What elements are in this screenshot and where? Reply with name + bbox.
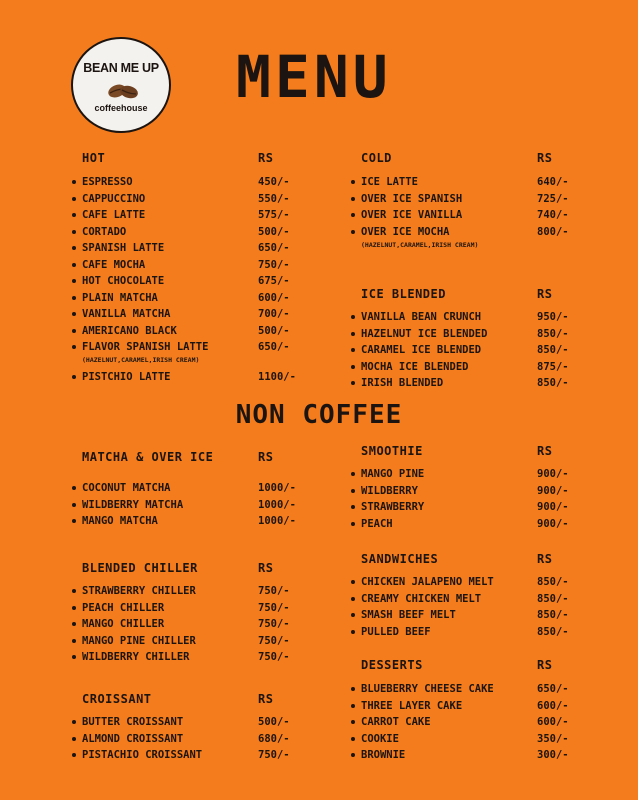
menu-item-name: OVER ICE SPANISH: [361, 192, 463, 205]
menu-item-price: 600/-: [537, 699, 569, 712]
menu-item-price: 900/-: [537, 501, 569, 513]
menu-item-name: PEACH CHILLER: [82, 601, 165, 614]
bullet-icon: [72, 329, 76, 333]
menu-item: [82, 308, 171, 320]
menu-item-name: VANILLA BEAN CRUNCH: [361, 311, 482, 323]
matcha-currency-label: RS: [258, 450, 274, 464]
menu-item-name: PISTACHIO CROISSANT: [82, 749, 203, 761]
menu-item-name: SMASH BEEF MELT: [361, 609, 456, 621]
menu-item: [82, 325, 177, 337]
non-coffee-title: NON COFFEE: [235, 400, 403, 430]
bullet-icon: [72, 589, 76, 593]
sandwiches-currency-label: RS: [537, 552, 553, 566]
bullet-icon: [351, 213, 355, 217]
menu-item-price: 750/-: [258, 634, 290, 647]
bullet-icon: [72, 296, 76, 300]
menu-item-price: 640/-: [537, 176, 569, 188]
menu-item-name: MOCHA ICE BLENDED: [361, 360, 469, 373]
bullet-icon: [351, 580, 355, 584]
menu-item: [82, 635, 196, 647]
menu-item-price: 675/-: [258, 275, 290, 287]
bullet-icon: [72, 622, 76, 626]
menu-item-name: CORTADO: [82, 225, 127, 238]
menu-item-price: 725/-: [537, 192, 569, 205]
bullet-icon: [351, 348, 355, 352]
menu-item: [361, 311, 481, 323]
menu-item-price: 740/-: [537, 209, 569, 221]
menu-item-price: 850/-: [537, 344, 569, 356]
menu-item: [82, 209, 145, 221]
menu-item-price: 680/-: [258, 732, 290, 745]
menu-item: [361, 226, 450, 238]
menu-item-name: COCONUT MATCHA: [82, 482, 171, 494]
menu-item-name: BUTTER CROISSANT: [82, 716, 184, 728]
smoothie-currency-label: RS: [537, 444, 553, 458]
menu-item-price: 900/-: [537, 484, 569, 497]
menu-item-name: THREE LAYER CAKE: [361, 699, 463, 712]
menu-item: [82, 515, 158, 527]
menu-item: [361, 716, 431, 728]
menu-item-price: 850/-: [537, 609, 569, 621]
menu-item-name: MANGO PINE CHILLER: [82, 634, 196, 647]
menu-item-name: ICE LATTE: [361, 176, 418, 188]
menu-item-name: VANILLA MATCHA: [82, 308, 171, 320]
menu-item: [82, 602, 164, 614]
menu-item-name: PULLED BEEF: [361, 625, 431, 638]
menu-item-name: WILDBERRY MATCHA: [82, 498, 184, 511]
menu-item-price: 875/-: [537, 360, 569, 373]
bullet-icon: [72, 345, 76, 349]
menu-item-name: FLAVOR SPANISH LATTE: [82, 341, 209, 353]
menu-item: [361, 593, 481, 605]
menu-item-price: 500/-: [258, 716, 290, 728]
menu-item: [82, 275, 164, 287]
menu-item: [361, 328, 487, 340]
menu-item: [361, 209, 462, 221]
menu-item-name: COOKIE: [361, 732, 399, 745]
menu-item: [361, 683, 494, 695]
menu-item: [361, 749, 405, 761]
menu-item: [361, 609, 456, 621]
bullet-icon: [351, 613, 355, 617]
bullet-icon: [72, 720, 76, 724]
menu-item-price: 750/-: [258, 258, 290, 271]
bullet-icon: [72, 197, 76, 201]
bullet-icon: [351, 522, 355, 526]
menu-item: [361, 501, 424, 513]
menu-item-price: 750/-: [258, 585, 290, 597]
bullet-icon: [351, 365, 355, 369]
menu-item-name: CARAMEL ICE BLENDED: [361, 344, 482, 356]
menu-item-price: 700/-: [258, 308, 290, 320]
bullet-icon: [72, 279, 76, 283]
menu-item-price: 750/-: [258, 601, 290, 614]
menu-item-price: 850/-: [537, 327, 569, 340]
desserts-heading: DESSERTS: [361, 658, 423, 672]
menu-item: [361, 700, 462, 712]
menu-item-price: 650/-: [537, 683, 569, 695]
croissant-heading: CROISSANT: [82, 692, 152, 706]
menu-item: [82, 371, 171, 383]
cold-currency-label: RS: [537, 151, 553, 165]
menu-item: [361, 518, 393, 530]
bullet-icon: [351, 630, 355, 634]
menu-item-name: PISTCHIO LATTE: [82, 370, 171, 383]
menu-item-name: PLAIN MATCHA: [82, 291, 158, 304]
menu-item-price: 850/-: [537, 625, 569, 638]
croissant-currency-label: RS: [258, 692, 274, 706]
menu-item-price: 900/-: [537, 468, 569, 480]
menu-item-price: 650/-: [258, 341, 290, 353]
menu-item: [361, 485, 418, 497]
menu-item: [82, 259, 145, 271]
bullet-icon: [351, 315, 355, 319]
menu-item-name: CHICKEN JALAPENO MELT: [361, 576, 494, 588]
menu-item-price: 850/-: [537, 576, 569, 588]
menu-item: [361, 626, 431, 638]
bullet-icon: [351, 230, 355, 234]
ice-blended-currency-label: RS: [537, 287, 553, 301]
sandwiches-heading: SANDWICHES: [361, 552, 439, 566]
menu-item: [361, 576, 494, 588]
menu-item-name: MANGO MATCHA: [82, 515, 158, 527]
bullet-icon: [351, 180, 355, 184]
logo-brand-text: BEAN ME UP: [83, 61, 159, 75]
menu-item-price: 950/-: [537, 311, 569, 323]
menu-item: [82, 499, 183, 511]
menu-item-name: OVER ICE MOCHA: [361, 225, 450, 238]
bullet-icon: [351, 737, 355, 741]
menu-item-price: 500/-: [258, 225, 290, 238]
menu-item-name: STRAWBERRY: [361, 501, 425, 513]
menu-item-price: 850/-: [537, 377, 569, 389]
menu-item-name: HAZELNUT ICE BLENDED: [361, 327, 488, 340]
bullet-icon: [351, 197, 355, 201]
bullet-icon: [72, 655, 76, 659]
bullet-icon: [72, 375, 76, 379]
cold-heading: COLD: [361, 151, 392, 165]
bullet-icon: [351, 720, 355, 724]
menu-item-price: 650/-: [258, 242, 290, 254]
bullet-icon: [72, 503, 76, 507]
menu-item-name: AMERICANO BLACK: [82, 324, 177, 337]
bullet-icon: [72, 246, 76, 250]
bullet-icon: [72, 519, 76, 523]
bullet-icon: [351, 687, 355, 691]
menu-item-name: CAFE MOCHA: [82, 258, 146, 271]
menu-item: [361, 361, 468, 373]
bullet-icon: [351, 332, 355, 336]
menu-item-price: 1000/-: [258, 498, 296, 511]
menu-item: [361, 733, 399, 745]
menu-item: [82, 341, 208, 353]
bullet-icon: [72, 213, 76, 217]
bullet-icon: [72, 737, 76, 741]
menu-item: [361, 344, 481, 356]
bullet-icon: [351, 597, 355, 601]
desserts-currency-label: RS: [537, 658, 553, 672]
menu-item-price: 500/-: [258, 324, 290, 337]
menu-item: [82, 618, 164, 630]
menu-item-name: OVER ICE VANILLA: [361, 209, 463, 221]
bullet-icon: [72, 606, 76, 610]
ice-blended-heading: ICE BLENDED: [361, 287, 446, 301]
menu-item: [82, 193, 145, 205]
menu-item-name: CAPPUCCINO: [82, 192, 146, 205]
blended-chiller-currency-label: RS: [258, 561, 274, 575]
menu-item-price: 750/-: [258, 618, 290, 630]
menu-item-name: BROWNIE: [361, 749, 406, 761]
menu-item: [361, 193, 462, 205]
menu-item-price: 300/-: [537, 749, 569, 761]
bullet-icon: [351, 704, 355, 708]
matcha-heading: MATCHA & OVER ICE: [82, 450, 214, 464]
menu-item: [82, 651, 189, 663]
menu-item-name: WILDBERRY: [361, 484, 418, 497]
menu-item-name: CARROT CAKE: [361, 716, 431, 728]
menu-item-price: 750/-: [258, 749, 290, 761]
flavor-options-note: (HAZELNUT,CARAMEL,IRISH CREAM): [82, 356, 200, 364]
menu-item-price: 750/-: [258, 651, 290, 663]
menu-item-price: 450/-: [258, 176, 290, 188]
menu-item-name: CREAMY CHICKEN MELT: [361, 592, 482, 605]
menu-item-name: WILDBERRY CHILLER: [82, 651, 190, 663]
bullet-icon: [351, 489, 355, 493]
bullet-icon: [72, 312, 76, 316]
menu-item-name: HOT CHOCOLATE: [82, 275, 165, 287]
menu-item-price: 800/-: [537, 225, 569, 238]
bullet-icon: [351, 381, 355, 385]
cafe-logo: [71, 37, 171, 133]
menu-item-name: PEACH: [361, 517, 393, 530]
menu-item-price: 1000/-: [258, 515, 296, 527]
menu-item-name: CAFE LATTE: [82, 209, 146, 221]
menu-item: [82, 242, 164, 254]
bullet-icon: [351, 472, 355, 476]
logo-subtitle: coffeehouse: [94, 103, 148, 113]
smoothie-heading: SMOOTHIE: [361, 444, 423, 458]
bullet-icon: [72, 486, 76, 490]
menu-item-price: 575/-: [258, 209, 290, 221]
coffee-beans-icon: [106, 81, 140, 101]
menu-item: [82, 292, 158, 304]
hot-heading: HOT: [82, 151, 106, 165]
menu-item: [361, 377, 443, 389]
bullet-icon: [72, 230, 76, 234]
menu-item-price: 550/-: [258, 192, 290, 205]
menu-title: MENU: [236, 43, 392, 111]
menu-item: [82, 716, 183, 728]
menu-item: [82, 585, 196, 597]
menu-item: [82, 482, 171, 494]
menu-item-price: 600/-: [537, 716, 569, 728]
menu-item-name: ESPRESSO: [82, 176, 133, 188]
menu-item: [82, 226, 126, 238]
bullet-icon: [72, 753, 76, 757]
menu-item-price: 600/-: [258, 291, 290, 304]
menu-item-price: 900/-: [537, 517, 569, 530]
menu-item: [361, 468, 424, 480]
bullet-icon: [72, 263, 76, 267]
menu-item-name: MANGO CHILLER: [82, 618, 165, 630]
menu-item-name: MANGO PINE: [361, 468, 425, 480]
menu-item: [361, 176, 418, 188]
flavor-options-note: (HAZELNUT,CARAMEL,IRISH CREAM): [361, 240, 479, 249]
bullet-icon: [351, 753, 355, 757]
menu-item-name: STRAWBERRY CHILLER: [82, 585, 196, 597]
bullet-icon: [72, 639, 76, 643]
hot-currency-label: RS: [258, 151, 274, 165]
menu-item-price: 350/-: [537, 732, 569, 745]
menu-item-name: IRISH BLENDED: [361, 377, 444, 389]
bullet-icon: [72, 180, 76, 184]
menu-item: [82, 749, 202, 761]
menu-item-price: 850/-: [537, 592, 569, 605]
menu-item-name: BLUEBERRY CHEESE CAKE: [361, 683, 494, 695]
menu-item-price: 1000/-: [258, 482, 296, 494]
menu-item-name: ALMOND CROISSANT: [82, 732, 184, 745]
blended-chiller-heading: BLENDED CHILLER: [82, 561, 198, 575]
menu-item: [82, 176, 133, 188]
bullet-icon: [351, 505, 355, 509]
menu-item: [82, 733, 183, 745]
menu-item-price: 1100/-: [258, 370, 296, 383]
menu-item-name: SPANISH LATTE: [82, 242, 165, 254]
